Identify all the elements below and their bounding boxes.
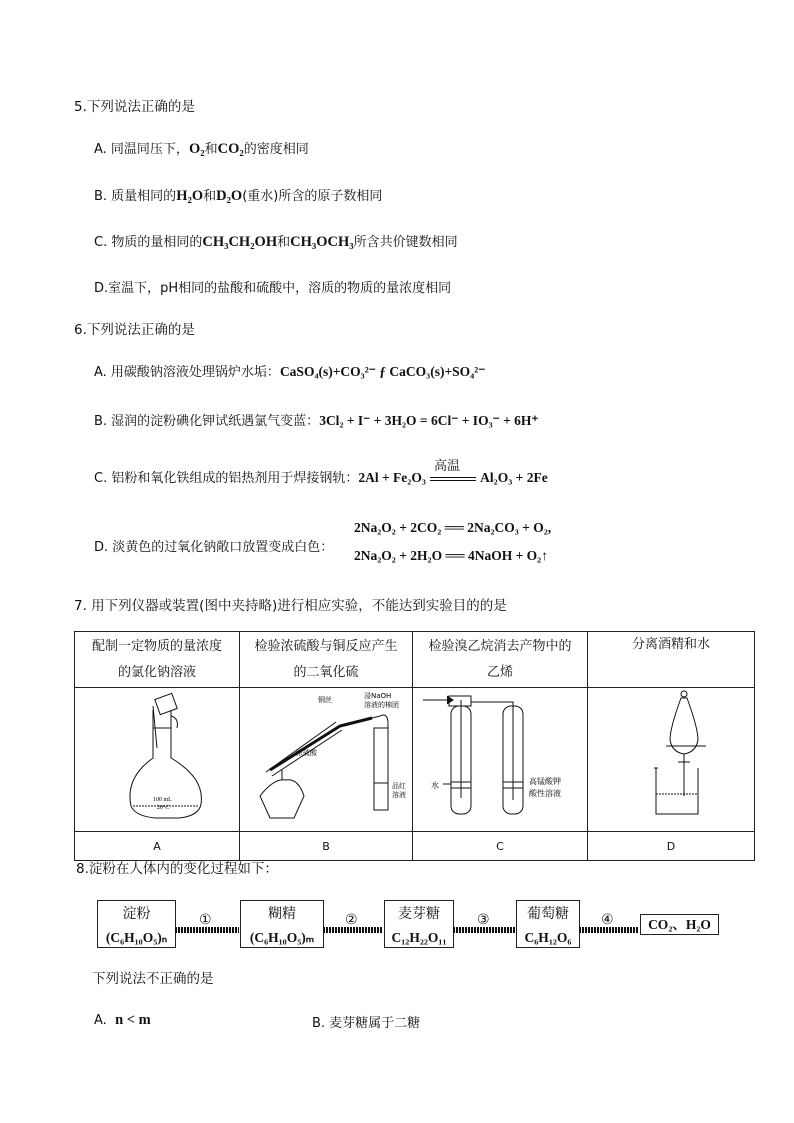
box-end-products: CO₂、H₂O: [640, 914, 719, 935]
copper-reaction-apparatus-image: [240, 688, 412, 827]
label-c: C: [413, 832, 588, 861]
q8-option-b: B. 麦芽糖属于二糖: [312, 1016, 421, 1031]
header-d: 分离酒精和水: [588, 632, 755, 688]
label-a: A: [75, 832, 240, 861]
q6-b-equation: 3Cl₂ + I⁻ + 3H₂O = 6Cl⁻ + IO₃⁻ + 6H⁺: [319, 413, 539, 428]
q5-option-c: C. 物质的量相同的CH₃CH₂OH和CH₃OCH₃所含共价键数相同: [94, 234, 458, 250]
step-1-marker: ①: [199, 912, 212, 928]
q6-option-a: A. 用碳酸钠溶液处理锅炉水垢：CaSO₄(s)+CO₃²⁻ ƒ CaCO₃(s)+SO₄²⁻: [94, 364, 486, 380]
q6-option-b: B. 湿润的淀粉碘化钾试纸遇氯气变蓝：3Cl₂ + I⁻ + 3H₂O = 6Cl⁻ + IO₃⁻ + 6H⁺: [94, 413, 539, 429]
box-maltose: 麦芽糖 C₁₂H₂₂O₁₁: [384, 900, 454, 948]
water-label: 水: [431, 781, 439, 790]
flask-temp-label: 20°C: [157, 805, 170, 811]
dye-label-1: 品红: [392, 782, 406, 790]
header-a: 配制一定物质的量浓度 的氯化钠溶液: [75, 632, 240, 688]
header-b: 检验浓硫酸与铜反应产生 的二氧化硫: [240, 632, 413, 688]
step-3-marker: ③: [477, 912, 490, 928]
starch-conversion-flow: [95, 900, 720, 950]
volumetric-flask-image: [75, 688, 239, 827]
label-d: D: [588, 832, 755, 861]
apparatus-b-cell: [240, 688, 413, 832]
q6-option-d: D. 淡黄色的过氧化钠敞口放置变成白色：: [94, 540, 334, 555]
q6-stem: 6.下列说法正确的是: [74, 322, 195, 338]
q5-option-a: A. 同温同压下，O₂和CO₂的密度相同: [94, 141, 309, 157]
box-glucose: 葡萄糖 C₆H₁₂O₆: [516, 900, 580, 948]
flask-volume-label: 100 mL: [153, 797, 172, 803]
dye-label-2: 溶液: [392, 791, 406, 799]
apparatus-d-cell: [588, 688, 755, 832]
q5-option-b: B. 质量相同的H₂O和D₂O(重水)所含的原子数相同: [94, 188, 383, 204]
q6-a-equation: CaSO₄(s)+CO₃²⁻ ƒ CaCO₃(s)+SO₄²⁻: [279, 364, 486, 379]
q8-stem: 8.淀粉在人体内的变化过程如下：: [76, 861, 278, 877]
q6-option-c: C. 铝粉和氧化铁组成的铝热剂用于焊接钢轨：2Al + Fe₂O₃ 高温 Al₂O₃ + 2Fe: [94, 459, 548, 486]
q7-stem: 7. 用下列仪器或装置(图中夹持略)进行相应实验，不能达到实验目的的是: [74, 598, 507, 614]
experiment-table: [74, 631, 755, 861]
naoh-cotton-label-2: 溶液的棉团: [364, 701, 399, 709]
q8-option-a: A. n < m: [94, 1012, 151, 1028]
box-starch: 淀粉 (C₆H₁₀O₅)ₙ: [97, 900, 176, 948]
kmno4-label-1: 高锰酸钾: [529, 777, 561, 786]
q8-sub-stem: 下列说法不正确的是: [92, 971, 214, 987]
reaction-condition-arrow: 高温: [430, 469, 476, 483]
apparatus-a-cell: [75, 688, 240, 832]
q5-option-d: D.室温下，pH相同的盐酸和硫酸中，溶质的物质的量浓度相同: [94, 281, 452, 296]
acid-label: 浓硫酸: [296, 749, 317, 757]
header-c: 检验溴乙烷消去产物中的 乙烯: [413, 632, 588, 688]
label-b: B: [240, 832, 413, 861]
apparatus-c-cell: [413, 688, 588, 832]
q6-d-equation-2: 2Na₂O₂ + 2H₂O ══ 4NaOH + O₂↑: [354, 548, 548, 563]
kmno4-label-2: 酸性溶液: [529, 789, 561, 798]
ethylene-test-apparatus-image: [413, 688, 587, 827]
naoh-cotton-label-1: 浸NaOH: [364, 692, 392, 700]
q6-d-equation-1: 2Na₂O₂ + 2CO₂ ══ 2Na₂CO₃ + O₂,: [354, 520, 552, 535]
box-dextrin: 糊精 (C₆H₁₀O₅)ₘ: [240, 900, 324, 948]
copper-label: 铜丝: [318, 696, 332, 704]
separatory-funnel-image: [588, 688, 754, 827]
step-2-marker: ②: [345, 912, 358, 928]
step-4-marker: ④: [601, 912, 614, 928]
q5-stem: 5.下列说法正确的是: [74, 99, 195, 115]
